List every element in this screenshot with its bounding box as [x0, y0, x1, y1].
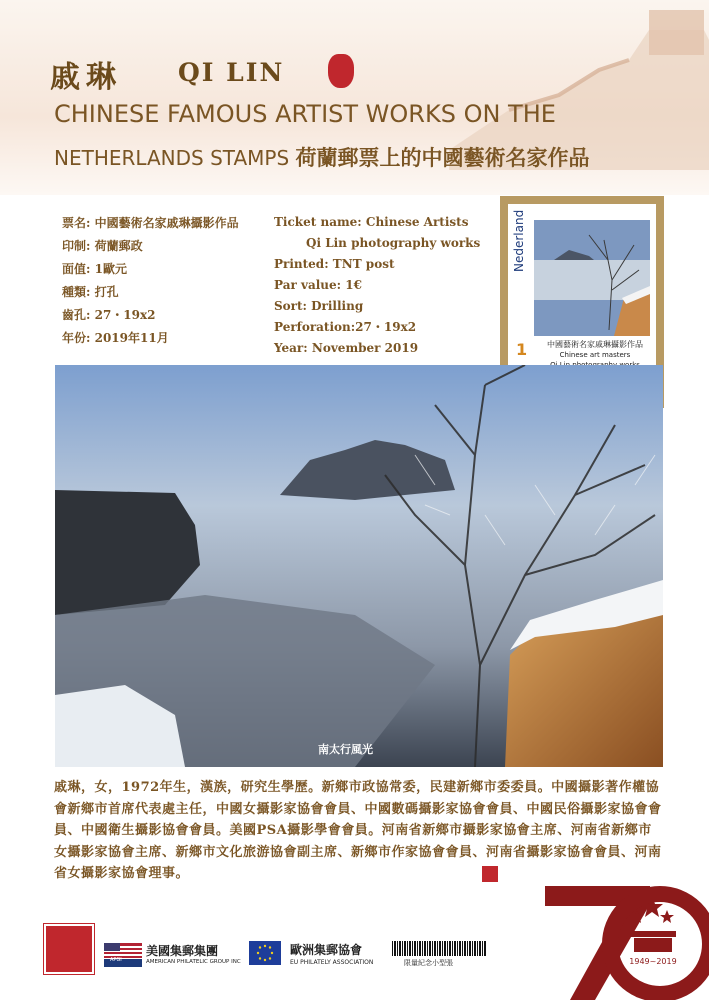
china-stamp-logo — [44, 924, 94, 974]
headline-line2-en: NETHERLANDS STAMPS — [54, 146, 290, 170]
photo-caption: 南太行風光 — [318, 743, 373, 756]
red-seal-stamp — [328, 54, 354, 88]
info-en-line: Perforation:27・19x2 — [274, 320, 417, 334]
apgi-name-en: AMERICAN PHILATELIC GROUP INC — [146, 959, 241, 965]
stamp-value: 1 — [516, 340, 528, 359]
small-red-seal — [482, 866, 498, 882]
info-cn-line: 票名: 中國藝術名家戚琳攝影作品 — [62, 216, 239, 230]
apgi-name-cn: 美國集郵集團 — [146, 944, 219, 958]
barcode-label: 限量紀念小型張 — [404, 959, 453, 967]
info-cn-line: 面值: 1歐元 — [62, 262, 127, 276]
anniversary-70-emblem — [540, 866, 709, 1000]
artist-biography: 戚琳，女，1972年生，漢族，研究生學歷。新鄉市政協常委，民建新鄉市委委員。中國攝影著作權協會新鄉市首席代表處主任，中國女攝影家協會會員、中國數碼攝影家協會會員、中國民俗攝影家協會會員、中國衛生攝影協會會員。美國PSA攝影學會會員。河南省新鄉市攝影家協會主席、河南省新鄉市女攝影家協會主席、新鄉市文化旅游協會副主席、新鄉市作家協會會員、河南省攝影家協會會員、河南省女攝影家協會理事。 — [54, 780, 662, 881]
info-cn-line: 齒孔: 27・19x2 — [62, 308, 156, 322]
headline-line2-cn: 荷蘭郵票上的中國藝術名家作品 — [295, 145, 590, 170]
stamp-info-cn — [62, 212, 272, 350]
eu-name-cn: 歐洲集郵協會 — [290, 943, 363, 957]
info-cn-line: 年份: 2019年11月 — [62, 331, 169, 345]
apgi-badge: APGI — [110, 957, 122, 963]
anniversary-years: 1949~2019 — [629, 957, 677, 966]
us-flag-icon — [104, 943, 142, 967]
stamp-photo — [534, 220, 650, 336]
info-en-line: Qi Lin photography works — [306, 236, 481, 250]
artist-name-cn: 戚琳 — [50, 60, 122, 95]
stamp-info-en — [274, 212, 494, 359]
stamp-caption-en1: Chinese art masters — [559, 351, 631, 359]
eu-name-en: EU PHILATELY ASSOCIATION — [290, 959, 374, 966]
apgi-logo — [104, 943, 142, 967]
stamp-country — [512, 209, 534, 292]
headline-line1: CHINESE FAMOUS ARTIST WORKS ON THE — [54, 100, 556, 128]
eu-flag-icon — [249, 941, 281, 965]
landscape-photo-illustration — [55, 365, 663, 767]
info-en-line: Year: November 2019 — [274, 341, 419, 355]
info-en-line: Sort: Drilling — [274, 299, 364, 313]
stamp-caption-cn: 中國藝術名家戚琳攝影作品 — [547, 340, 643, 349]
info-en-line: Printed: TNT post — [274, 257, 395, 271]
headline-line2 — [54, 142, 590, 172]
artist-name-en: QI LIN — [178, 58, 285, 87]
landscape-photo — [55, 365, 663, 767]
info-cn-line: 印制: 荷蘭郵政 — [62, 239, 143, 253]
info-cn-line: 種類: 打孔 — [62, 285, 119, 299]
stamp-country-label: Nederland — [512, 209, 526, 272]
info-en-line: Par value: 1€ — [274, 278, 362, 292]
info-en-line: Ticket name: Chinese Artists — [274, 215, 469, 229]
eu-stars-icon — [249, 941, 281, 965]
barcode — [392, 941, 487, 956]
